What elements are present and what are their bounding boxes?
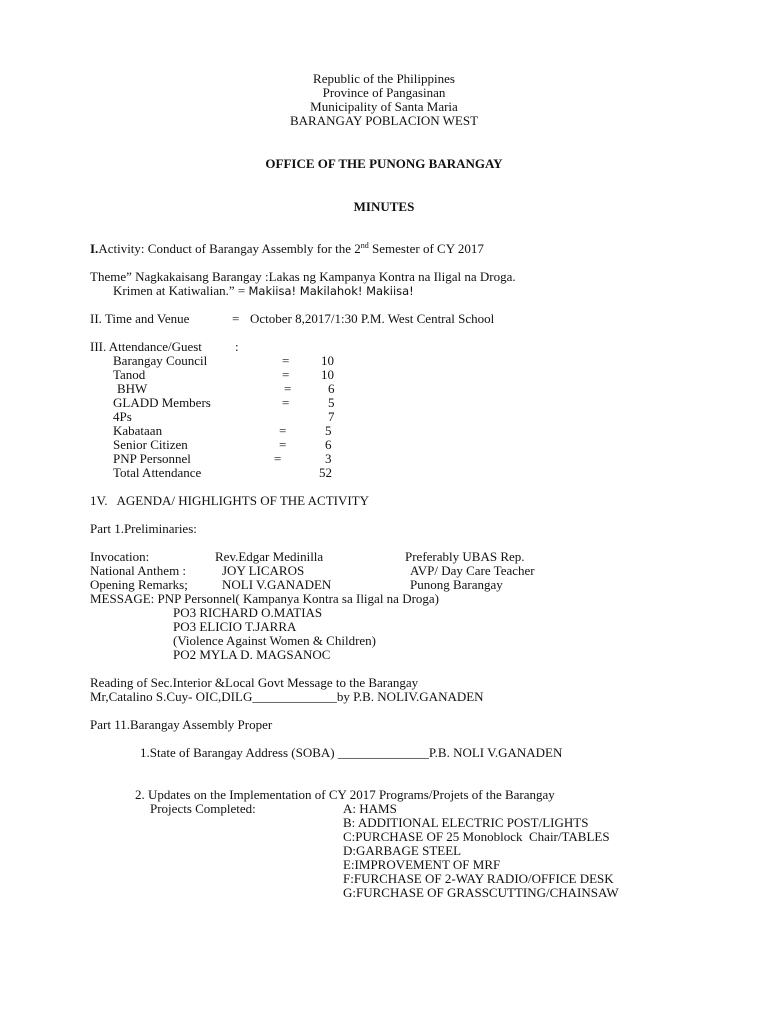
project-item: D:GARBAGE STEEL — [343, 843, 462, 858]
header-province: Province of Pangasinan — [322, 85, 446, 100]
time-venue-label: II. Time and Venue — [90, 311, 190, 326]
activity-text-after: Semester of CY 2017 — [368, 241, 484, 256]
attendance-eq: = — [274, 451, 282, 466]
time-venue-equals: = — [232, 311, 240, 326]
header-barangay: BARANGAY POBLACION WEST — [289, 113, 479, 128]
attendance-name: Barangay Council — [113, 353, 208, 368]
attendance-total-count: 52 — [319, 465, 332, 480]
attendance-eq: = — [284, 381, 292, 396]
attendance-count: 3 — [325, 451, 332, 466]
part1-heading: Part 1.Preliminaries: — [90, 521, 197, 536]
program-label: Opening Remarks; — [90, 577, 188, 592]
attendance-name: Tanod — [113, 367, 146, 382]
speaker-item: PO2 MYLA D. MAGSANOC — [173, 647, 331, 662]
attendance-name: GLADD Members — [113, 395, 211, 410]
theme-line-2-text: Krimen at Katiwalian.” = — [113, 283, 249, 298]
attendance-label: III. Attendance/Guest — [90, 339, 202, 354]
program-person: NOLI V.GANADEN — [222, 577, 332, 592]
projects-label: Projects Completed: — [150, 801, 256, 816]
attendance-name: PNP Personnel — [113, 451, 191, 466]
minutes-title: MINUTES — [353, 199, 415, 214]
attendance-count: 10 — [321, 353, 334, 368]
speaker-item: PO3 ELICIO T.JARRA — [173, 619, 297, 634]
activity-sup: nd — [360, 241, 369, 250]
attendance-eq: = — [279, 437, 287, 452]
attendance-name: 4Ps — [113, 409, 132, 424]
program-role: Preferably UBAS Rep. — [405, 549, 525, 564]
office-title: OFFICE OF THE PUNONG BARANGAY — [265, 156, 503, 171]
header-municipality: Municipality of Santa Maria — [310, 99, 458, 114]
updates-line: 2. Updates on the Implementation of CY 2017 Programs/Projets of the Barangay — [135, 787, 555, 802]
program-label: National Anthem : — [90, 563, 187, 578]
project-item: E:IMPROVEMENT OF MRF — [343, 857, 501, 872]
soba-line: 1.State of Barangay Address (SOBA) ______________P.B. NOLI V.GANADEN — [140, 745, 563, 760]
activity-line — [90, 242, 484, 256]
attendance-eq: = — [279, 423, 287, 438]
attendance-total-label: Total Attendance — [113, 465, 202, 480]
speaker-item: PO3 RICHARD O.MATIAS — [173, 605, 323, 620]
theme-line-1: Theme” Nagkakaisang Barangay :Lakas ng Kampanya Kontra na Iligal na Droga. — [90, 269, 516, 284]
program-role: Punong Barangay — [410, 577, 503, 592]
attendance-count: 5 — [325, 423, 332, 438]
attendance-name: Senior Citizen — [113, 437, 188, 452]
project-item: A: HAMS — [343, 801, 397, 816]
activity-numeral: I. — [90, 241, 99, 256]
attendance-name: Kabataan — [113, 423, 163, 438]
speaker-item: (Violence Against Women & Children) — [173, 633, 377, 648]
attendance-colon: : — [235, 339, 239, 354]
program-role: AVP/ Day Care Teacher — [410, 563, 535, 578]
reading-line-2: Mr,Catalino S.Cuy- OIC,DILG_____________by P.B. NOLIV.GANADEN — [90, 689, 484, 704]
message-line: MESSAGE: PNP Personnel( Kampanya Kontra sa Iligal na Droga) — [90, 591, 440, 606]
theme-slogan: Makiisa! Makilahok! Makiisa! — [248, 284, 414, 298]
project-item: B: ADDITIONAL ELECTRIC POST/LIGHTS — [343, 815, 589, 830]
attendance-eq: = — [282, 395, 290, 410]
program-person: Rev.Edgar Medinilla — [215, 549, 324, 564]
theme-line-2 — [113, 284, 414, 298]
attendance-count: 5 — [328, 395, 335, 410]
project-item: F:FURCHASE OF 2-WAY RADIO/OFFICE DESK — [343, 871, 614, 886]
agenda-heading: 1V. AGENDA/ HIGHLIGHTS OF THE ACTIVITY — [90, 493, 370, 508]
project-item: C:PURCHASE OF 25 Monoblock Chair/TABLES — [343, 829, 610, 844]
attendance-name: BHW — [117, 381, 148, 396]
attendance-eq: = — [282, 367, 290, 382]
project-item: G:FURCHASE OF GRASSCUTTING/CHAINSAW — [343, 885, 619, 900]
attendance-count: 6 — [328, 381, 335, 396]
program-label: Invocation: — [90, 549, 150, 564]
attendance-count: 6 — [325, 437, 332, 452]
header-republic: Republic of the Philippines — [313, 71, 455, 86]
program-person: JOY LICAROS — [222, 563, 305, 578]
time-venue-value: October 8,2017/1:30 P.M. West Central School — [250, 311, 495, 326]
attendance-eq: = — [282, 353, 290, 368]
part2-heading: Part 11.Barangay Assembly Proper — [90, 717, 273, 732]
attendance-count: 10 — [321, 367, 334, 382]
reading-line-1: Reading of Sec.Interior &Local Govt Message to the Barangay — [90, 675, 419, 690]
activity-text: Activity: Conduct of Barangay Assembly for the 2 — [98, 241, 361, 256]
attendance-count: 7 — [328, 409, 335, 424]
